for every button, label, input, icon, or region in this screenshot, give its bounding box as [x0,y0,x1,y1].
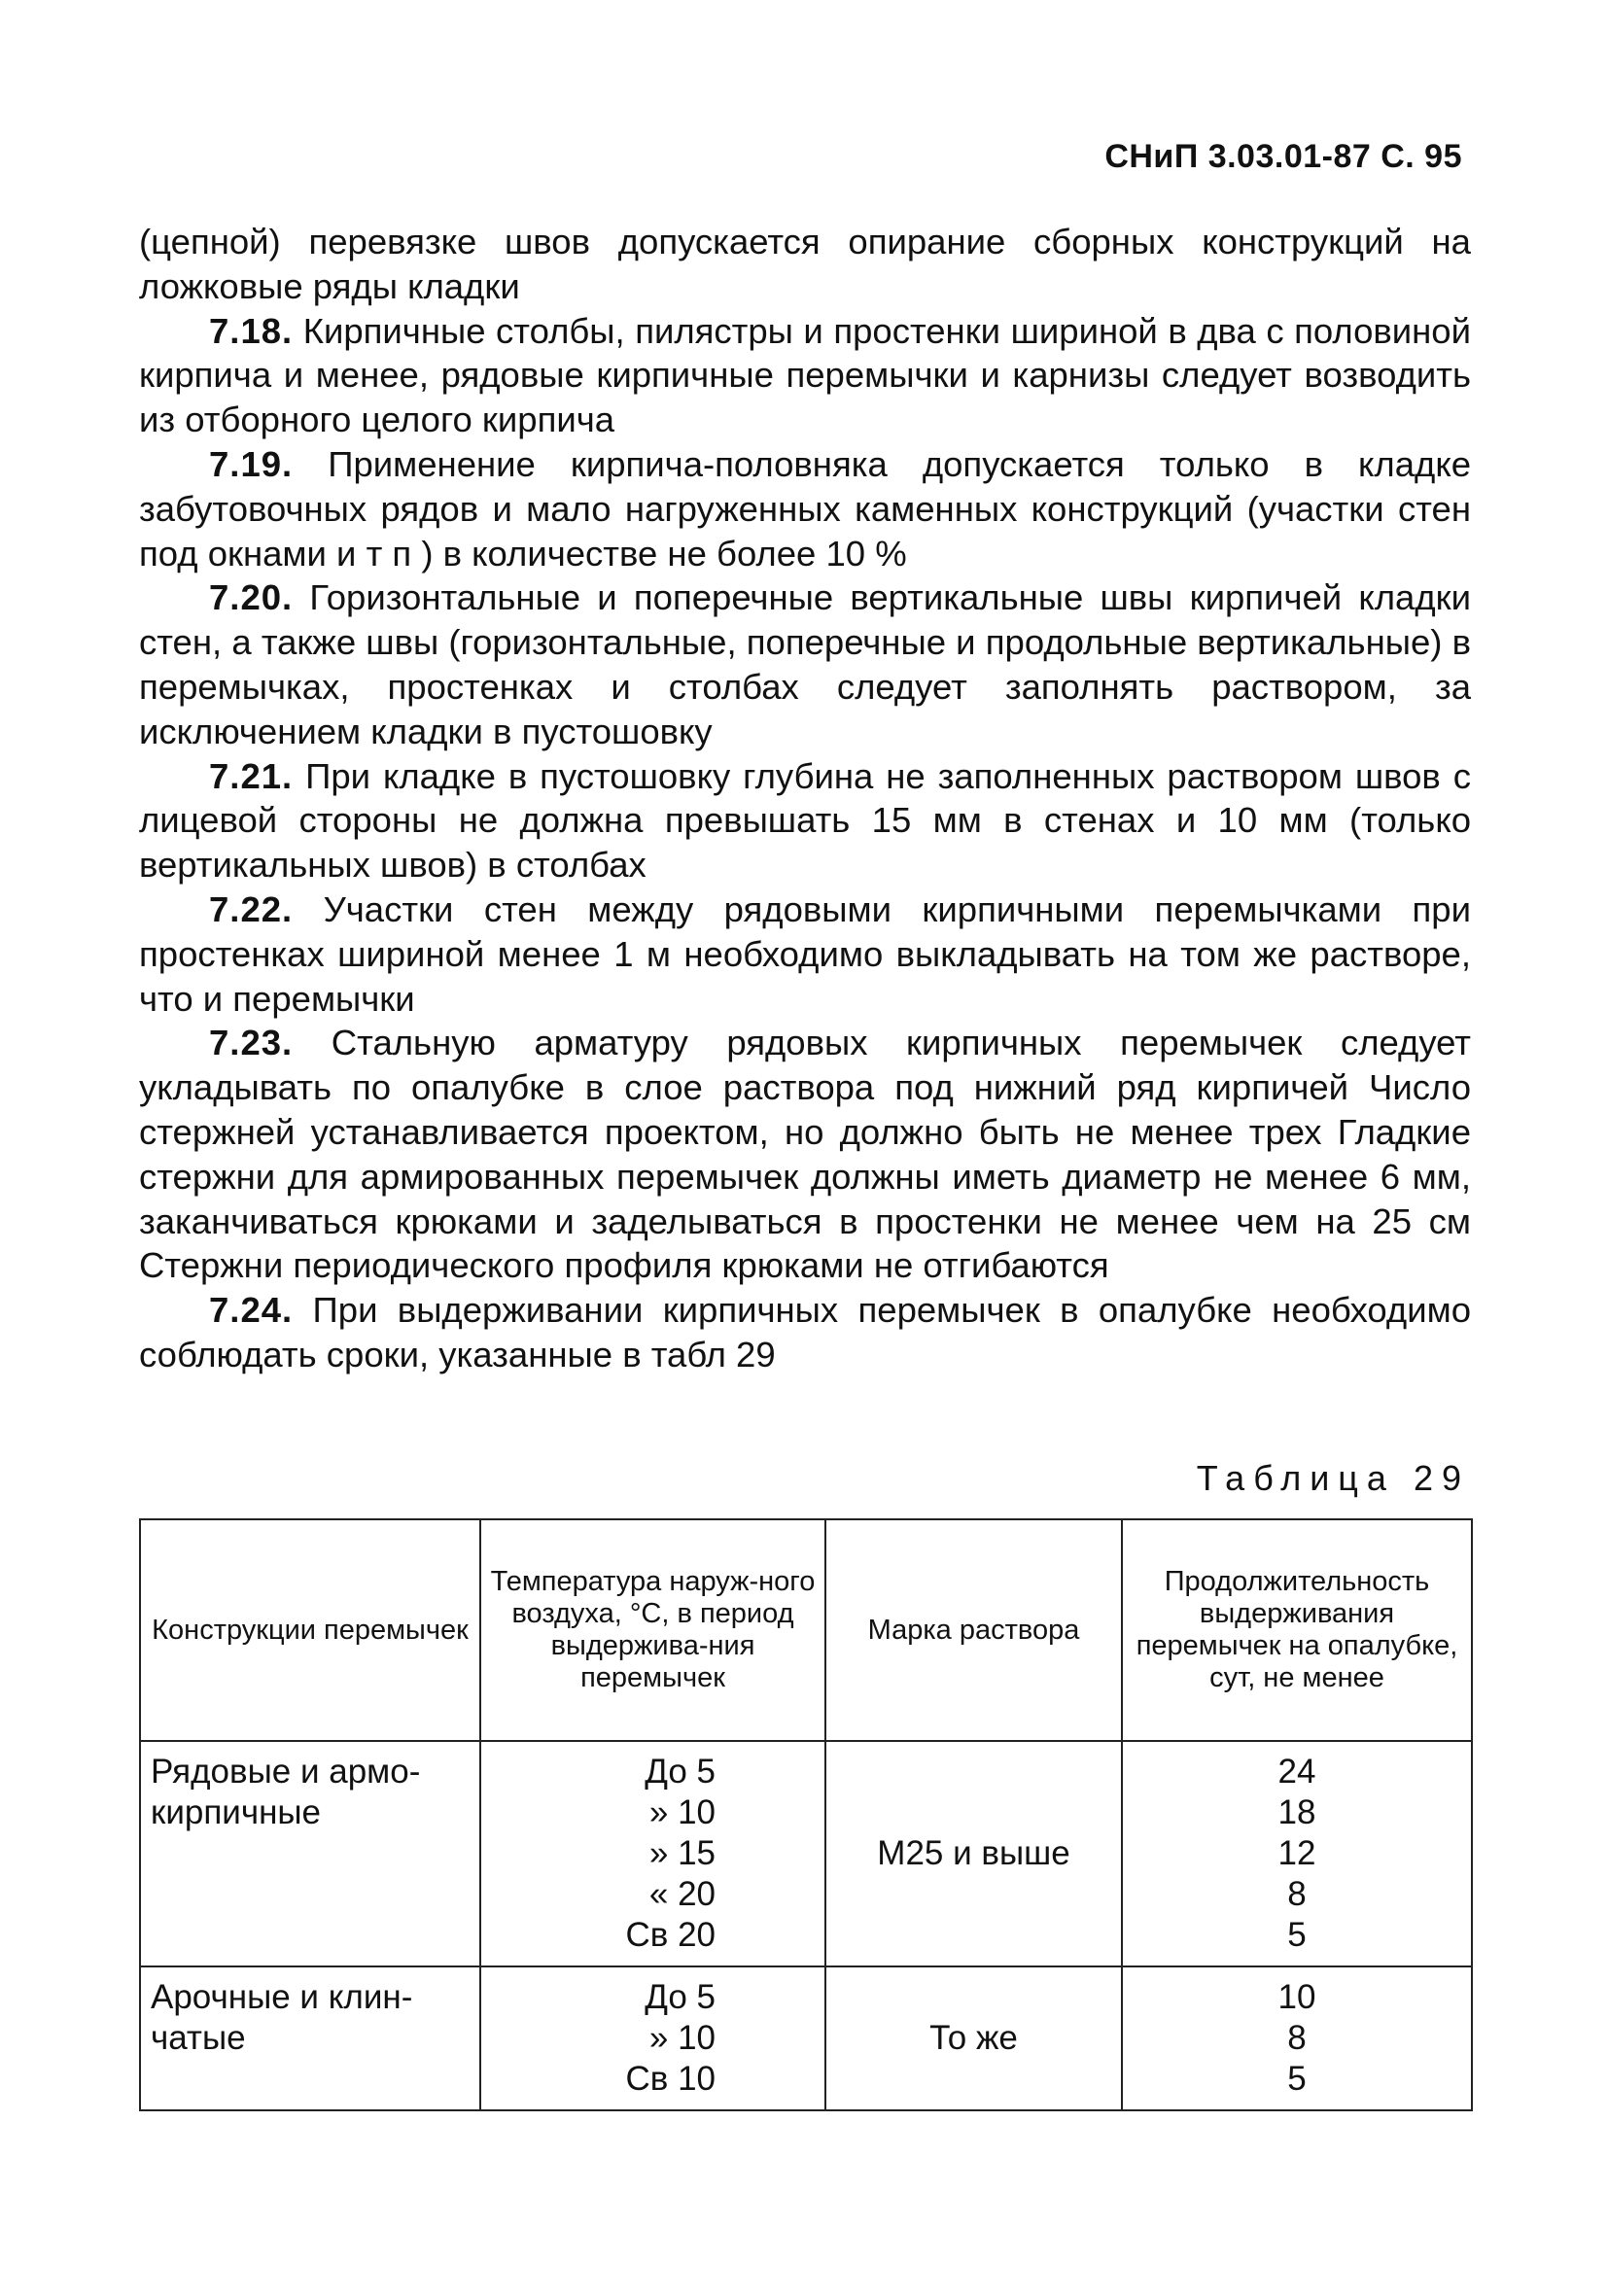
duration-cell [1122,1966,1472,2110]
paragraph-text: При кладке в пустошовку глубина не заполненных раствором швов с лицевой стороны не должна превышать 15 мм в стенах и 10 мм (только вертикальных швов) в столбах [139,755,1471,886]
header-construction: Конструкции перемычек [140,1519,480,1741]
paragraph-7-22 [139,887,1471,1021]
duration-value: 8 [1287,1875,1307,1913]
paragraph-7-21 [139,754,1471,887]
paragraph-7-19 [139,442,1471,575]
duration-value: 12 [1277,1834,1316,1872]
body-text [139,220,1471,1377]
temperature-value: » 15 [648,1834,716,1872]
curing-time-table [139,1518,1473,2111]
construction-cell: Рядовые и армо-кирпичные [140,1741,480,1966]
paragraph-text: (цепной) перевязке швов допускается опирание сборных конструкций на ложковые ряды кладки [139,222,1471,306]
duration-value: 5 [1287,2060,1307,2098]
temperature-value: До 5 [645,1978,716,2016]
paragraph-number: 7.24. [209,1290,294,1331]
running-header: СНиП 3.03.01-87 С. 95 [1104,138,1462,175]
duration-value: 5 [1287,1916,1307,1954]
temperature-value: « 20 [648,1875,716,1913]
table-row [140,1966,1472,2110]
paragraph-text: Участки стен между рядовыми кирпичными перемычками при простенках шириной менее 1 м необходимо выкладывать на том же растворе, что и перемычки [139,888,1471,1019]
mortar-cell: М25 и выше [825,1741,1122,1966]
paragraph-7-24 [139,1288,1471,1377]
duration-value: 18 [1277,1793,1316,1831]
temperature-value: Св 10 [625,2060,716,2098]
paragraph-text: Горизонтальные и поперечные вертикальные швы кирпичей кладки стен, а также швы (горизонтальные, поперечные и продольные вертикальные) в перемычках, простенках и столбах следует заполнять раствором, за исключением кладки в пустошовку [139,577,1471,751]
duration-value: 24 [1277,1753,1316,1791]
paragraph-text: Кирпичные столбы, пилястры и простенки шириной в два с половиной кирпича и менее, рядовые кирпичные перемычки и карнизы следует возводить из отборного целого кирпича [139,310,1471,440]
paragraph-number: 7.23. [209,1023,294,1063]
paragraph-number: 7.21. [209,755,294,796]
paragraph-text: Стальную арматуру рядовых кирпичных перемычек следует укладывать по опалубке в слое раствора под нижний ряд кирпичей Число стержней устанавливается проектом, но должно быть не менее трех Гладкие стержни для армированных перемычек должны иметь диаметр не менее 6 мм, заканчиваться крюками и заделываться в простенки не менее чем на 25 см Стержни периодического профиля крюками не отгибаются [139,1023,1471,1286]
mortar-cell: То же [825,1966,1122,2110]
table-caption: Таблица 29 [1196,1458,1470,1498]
duration-value: 8 [1287,2019,1307,2057]
paragraph-text: При выдерживании кирпичных перемычек в опалубке необходимо соблюдать сроки, указанные в табл 29 [139,1290,1471,1374]
temperature-cell [480,1741,825,1966]
paragraph-number: 7.19. [209,443,294,484]
duration-value: 10 [1277,1978,1316,2016]
header-temperature: Температура наруж-ного воздуха, °С, в период выдержива-ния перемычек [480,1519,825,1741]
header-mortar: Марка раствора [825,1519,1122,1741]
temperature-value: До 5 [645,1753,716,1791]
paragraph-7-18 [139,309,1471,442]
table-row [140,1741,1472,1966]
paragraph-continuation [139,220,1471,309]
temperature-value: Св 20 [625,1916,716,1954]
duration-cell [1122,1741,1472,1966]
temperature-value: » 10 [648,2019,716,2057]
paragraph-number: 7.18. [209,310,294,351]
paragraph-number: 7.22. [209,888,294,929]
construction-cell: Арочные и клин-чатые [140,1966,480,2110]
paragraph-number: 7.20. [209,577,294,618]
paragraph-text: Применение кирпича-половняка допускается только в кладке забутовочных рядов и мало нагруженных каменных конструкций (участки стен под окнами и т п ) в количестве не более 10 % [139,443,1471,574]
paragraph-7-23 [139,1021,1471,1288]
header-duration: Продолжительность выдерживания перемычек на опалубке, сут, не менее [1122,1519,1472,1741]
temperature-cell [480,1966,825,2110]
temperature-value: » 10 [648,1793,716,1831]
table-header-row [140,1519,1472,1741]
paragraph-7-20 [139,575,1471,753]
